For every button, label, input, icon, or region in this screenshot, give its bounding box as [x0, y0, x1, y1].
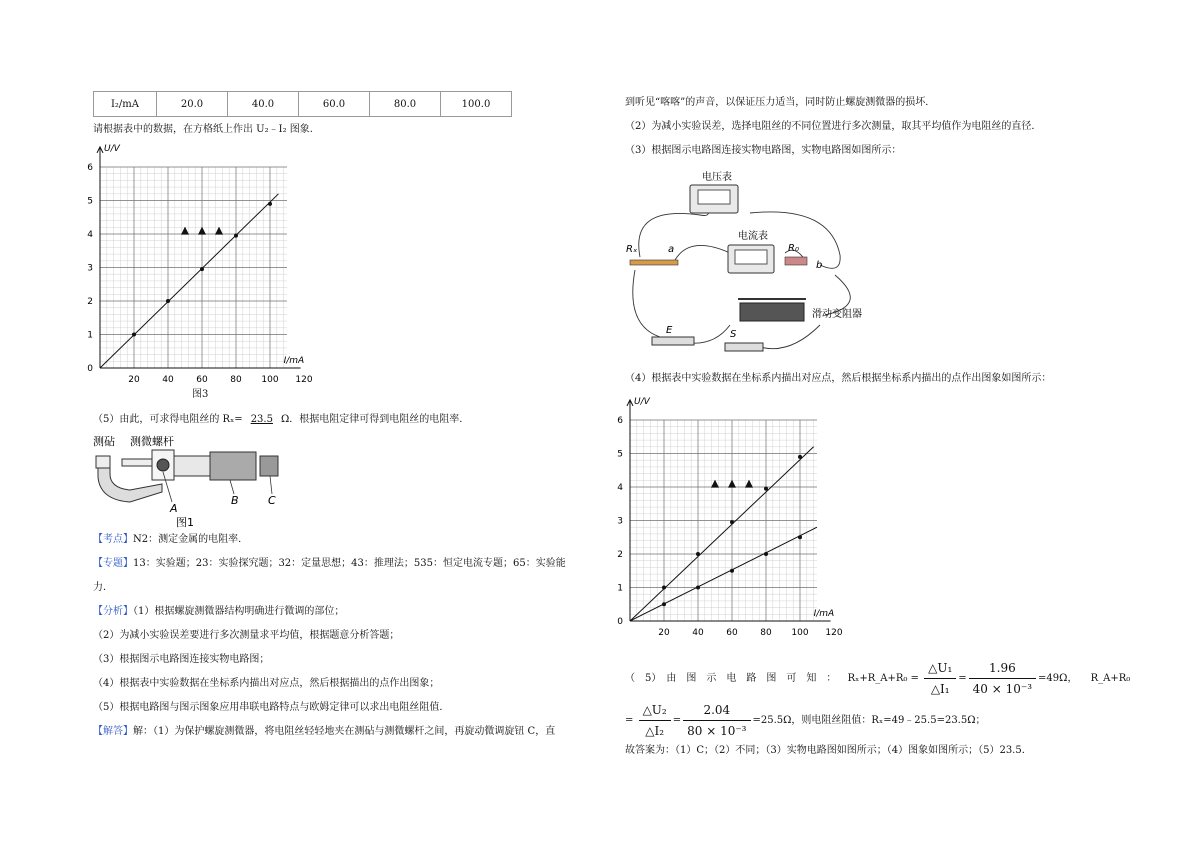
frac-den: 40 × 10⁻³ [972, 682, 1033, 696]
micrometer-label-anvil: 测砧 [93, 435, 115, 448]
y-tick-label: 6 [617, 416, 623, 426]
y-tick-label: 0 [87, 364, 93, 374]
x-tick-label: 120 [825, 628, 843, 638]
micrometer-ratchet [260, 456, 278, 476]
chart-u-i-fig3 [80, 140, 340, 390]
circuit-figure [620, 165, 890, 360]
item5-value: 23.5 [250, 414, 273, 425]
resistor-r0 [785, 257, 807, 265]
micrometer-figure [90, 432, 300, 532]
y-tick-label: 1 [87, 330, 93, 341]
x-tick-label: 20 [658, 628, 670, 638]
x-tick-label: 100 [791, 628, 809, 638]
x-tick-label: 20 [128, 375, 140, 385]
current-table [93, 91, 512, 117]
r0-label: R₀ [788, 243, 799, 254]
micrometer-caption: 图1 [176, 516, 194, 529]
item5-prefix: （5）由此，可求得电阻丝的 Rₓ= [93, 414, 243, 425]
data-point [200, 267, 204, 271]
eq2-right: =25.5Ω，则电阻丝阻值：Rₓ=49﹣25.5=23.5Ω； [752, 715, 986, 726]
y-tick-label: 2 [87, 297, 93, 307]
rheostat-label: 滑动变阻器 [812, 309, 862, 320]
fig3-caption: 图3 [192, 389, 209, 400]
y-tick-label: 4 [617, 483, 623, 493]
table-cell: 20.0 [157, 92, 228, 117]
fenxi-item: （5）根据电路图与图示图象应用串联电路特点与欧姆定律可以求出电阻丝阻值． [93, 702, 450, 713]
frac-num: 1.96 [969, 658, 1036, 679]
x-tick-label: 120 [295, 375, 313, 385]
eq1-right: =49Ω， [1038, 673, 1078, 684]
eq1-left: Rₓ+R_A+R₀ = [847, 673, 919, 684]
data-point [662, 586, 666, 590]
e-label: E [666, 325, 673, 336]
fenxi-item: （1）根据螺旋测微器结构明确进行微调的部位； [133, 606, 345, 617]
y-tick-label: 3 [617, 516, 623, 527]
y-axis-label: U/V [104, 143, 120, 154]
triangle-marker [198, 227, 206, 235]
zhuanti-text: 13：实验题；23：实验探究题；32：定量思想；43：推理法；535：恒定电流专题；65：实验能 [133, 558, 566, 569]
table-cell: 40.0 [228, 92, 299, 117]
leader-c [270, 476, 272, 494]
rx-label: Rₓ [626, 244, 638, 255]
fenxi-item: （3）根据图示电路图连接实物电路图； [93, 654, 270, 665]
y-axis-label: U/V [634, 396, 650, 407]
fraction-value-2 [683, 700, 750, 741]
eq2-lead: R_A+R₀ [1090, 673, 1131, 684]
fenxi-tag: 【分析】 [93, 606, 133, 617]
x-tick-label: 40 [162, 375, 174, 385]
node-a-label: a [668, 244, 675, 255]
micrometer-spindle [122, 459, 156, 466]
s-label: S [730, 329, 737, 340]
frac-num: △U₂ [639, 700, 671, 721]
zhuanti-text-cont: 力． [93, 582, 113, 593]
battery-e [652, 337, 694, 345]
right-paragraph-2: （2）为减小实验误差，选择电阻丝的不同位置进行多次测量，取其平均值作为电阻丝的直径． [625, 121, 1042, 132]
voltmeter-dial [698, 190, 730, 204]
right-paragraph-1: 到听见“喀喀”的声音，以保证压力适当，同时防止螺旋测微器的损坏． [625, 97, 936, 108]
item5-suffix: Ω．根据电阻定律可得到电阻丝的电阻率． [280, 414, 470, 425]
switch-s [725, 343, 763, 351]
fenxi-item: （4）根据表中实验数据在坐标系内描出对应点，然后根据描出的点作出图象； [93, 678, 440, 689]
kaodian-line [93, 533, 248, 547]
fenxi-item: （2）为减小实验误差要进行多次测量求平均值，根据题意分析答题； [93, 630, 400, 641]
answer-summary: 故答案为：（1）C；（2）不同；（3）实物电路图如图所示；（4）图象如图所示；（5）23.5． [625, 745, 1032, 756]
y-tick-label: 3 [87, 263, 93, 274]
micrometer-label-b: B [231, 494, 239, 507]
micrometer-label-a: A [170, 502, 178, 515]
instruction-text: 请根据表中的数据，在方格纸上作出 U₂﹣I₂ 图象. [93, 124, 313, 135]
y-tick-label: 5 [617, 449, 623, 460]
y-tick-label: 5 [87, 196, 93, 207]
data-point [730, 569, 734, 573]
data-point [268, 202, 272, 206]
data-point [730, 520, 734, 524]
zhuanti-tag: 【专题】 [93, 558, 133, 569]
voltmeter-label: 电压表 [702, 172, 732, 183]
triangle-marker [711, 480, 719, 488]
triangle-marker [181, 227, 189, 235]
y-tick-label: 1 [617, 583, 623, 594]
fraction-du2-di2 [639, 700, 671, 741]
eq2-eq: = [625, 715, 634, 726]
x-tick-label: 60 [196, 375, 208, 385]
fraction-value-1 [969, 658, 1036, 699]
chart-u-i-two-lines [610, 392, 875, 642]
p5-lead: （ 5） 由 图 示 电 路 图 可 知 ： [625, 673, 837, 684]
data-point [764, 552, 768, 556]
kaodian-tag: 【考点】 [93, 534, 133, 545]
ammeter-label: 电流表 [738, 231, 768, 242]
data-point [696, 586, 700, 590]
jieda-text: 解：（1）为保护螺旋测微器，将电阻丝轻轻地夹在测砧与测微螺杆之间，再旋动微调旋钮 C，直 [133, 726, 556, 737]
y-tick-label: 0 [617, 617, 623, 627]
data-point [798, 455, 802, 459]
fenxi-line [93, 605, 344, 619]
x-tick-label: 80 [230, 375, 242, 385]
micrometer-lock-knob [157, 459, 169, 471]
frac-den: 80 × 10⁻³ [687, 724, 747, 738]
table-cell: 60.0 [299, 92, 370, 117]
fraction-du1-di1 [924, 658, 956, 699]
table-cell: 100.0 [441, 92, 512, 117]
triangle-marker [745, 480, 753, 488]
ammeter-dial [735, 250, 767, 264]
equation-line-1: （ 5） 由 图 示 电 路 图 可 知 ： Rₓ+R_A+R₀ = $\frac{\text{△U₁}}{\text{△I₁}}$ = $\frac{1.96}{\text{40 × 10⁻³}}$ =49Ω， R_A+R₀ [625, 658, 1125, 699]
micrometer-label-c: C [268, 494, 276, 507]
x-axis-label: I/mA [813, 609, 835, 619]
data-point [132, 333, 136, 337]
micrometer-thimble [210, 452, 256, 480]
triangle-marker [215, 227, 223, 235]
node-b-label: b [816, 260, 823, 271]
y-tick-label: 6 [87, 163, 93, 173]
x-tick-label: 40 [692, 628, 704, 638]
x-tick-label: 60 [726, 628, 738, 638]
rheostat [740, 303, 804, 321]
zhuanti-line [93, 557, 566, 571]
micrometer-label-spindle: 测微螺杆 [130, 435, 174, 448]
data-point [696, 552, 700, 556]
frac-num: △U₁ [924, 658, 956, 679]
x-tick-label: 100 [261, 375, 279, 385]
right-paragraph-4: （4）根据表中实验数据在坐标系内描出对应点，然后根据坐标系内描出的点作出图象如图所示： [625, 373, 1052, 384]
leader-b [230, 480, 234, 494]
frac-num: 2.04 [683, 700, 750, 721]
jieda-tag: 【解答】 [93, 726, 133, 737]
frac-den: △I₂ [645, 724, 665, 738]
y-tick-label: 2 [617, 550, 623, 560]
data-point [166, 299, 170, 303]
x-tick-label: 80 [760, 628, 772, 638]
y-tick-label: 4 [87, 230, 93, 240]
data-point [764, 487, 768, 491]
jieda-line [93, 725, 555, 739]
right-paragraph-3: （3）根据图示电路图连接实物电路图，实物电路图如图所示： [625, 145, 902, 156]
frac-den: △I₁ [930, 682, 950, 696]
table-row [94, 92, 512, 117]
kaodian-text: N2：测定金属的电阻率． [133, 534, 249, 545]
data-point [234, 234, 238, 238]
table-cell: 80.0 [370, 92, 441, 117]
micrometer-anvil [96, 456, 110, 468]
equation-line-2: = $\frac{\text{△U₂}}{\text{△I₂}}$ = $\frac{2.04}{\text{80 × 10⁻³}}$ =25.5Ω，则电阻丝阻值：Rₓ=49﹣25.5=23.5Ω； [625, 700, 986, 741]
triangle-marker [728, 480, 736, 488]
table-header-cell: I₂/mA [94, 92, 157, 117]
x-axis-label: I/mA [283, 356, 305, 366]
data-point [798, 535, 802, 539]
item5-line [93, 413, 469, 427]
resistor-wire-rx [630, 260, 678, 265]
data-point [662, 602, 666, 606]
